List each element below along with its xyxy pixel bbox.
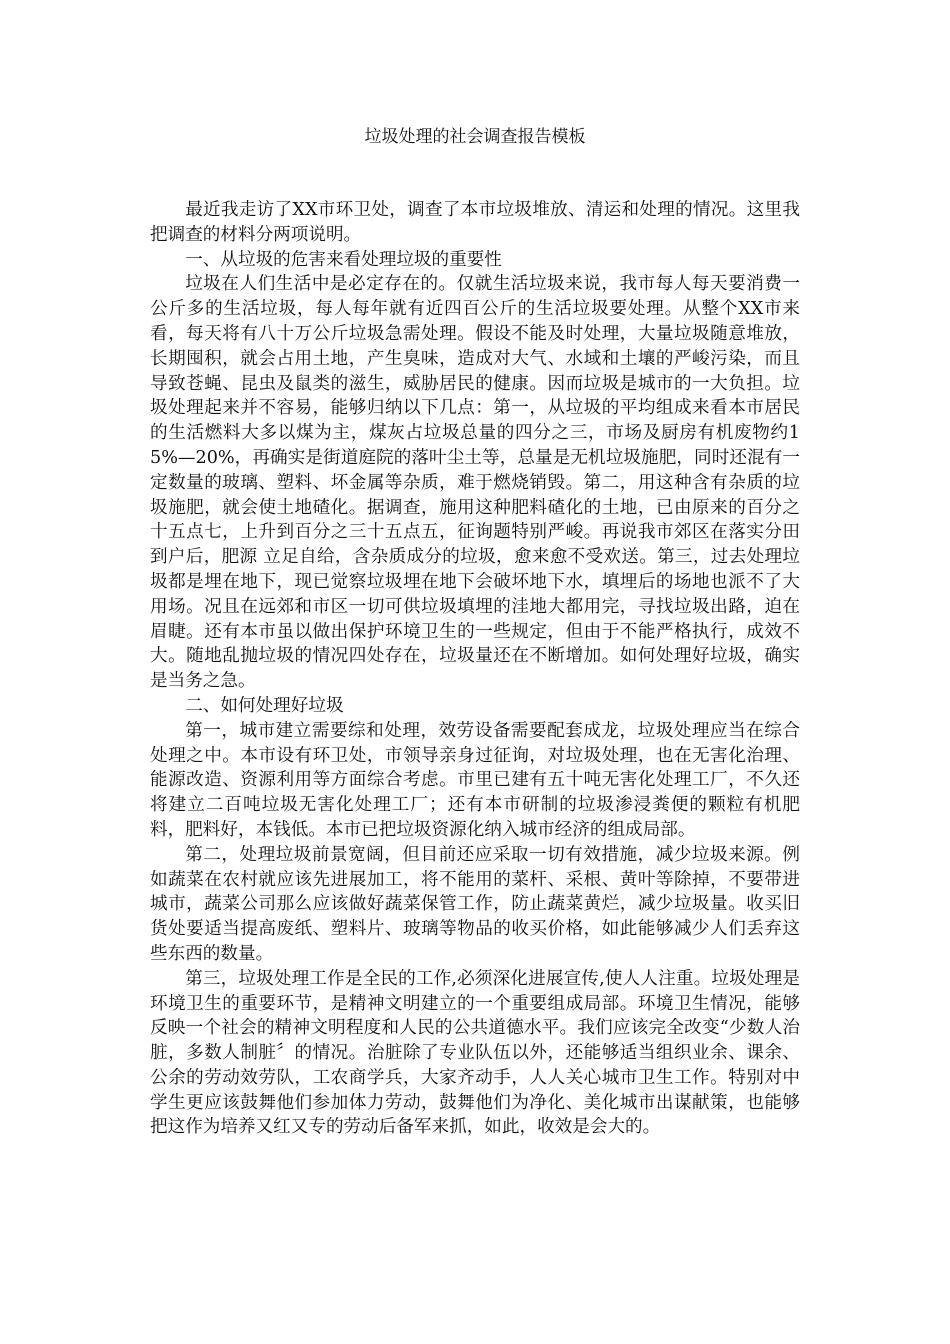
section-2-paragraph-2: 第二，处理垃圾前景宽阔，但目前还应采取一切有效措施，减少垃圾来源。例如蔬菜在农村就应该先进展加工，将不能用的菜杆、采根、黄叶等除掉，不要带进城市，蔬菜公司那么应该做好蔬菜保管工作，防止蔬菜黄烂，减少垃圾量。收买旧货处要适当提高废纸、塑料片、玻璃等物品的收买价格，如此能够减少人们丢弃这些东西的数量。 xyxy=(150,844,800,964)
section-2-paragraph-1: 第一，城市建立需要综和处理，效劳设备需要配套成龙，垃圾处理应当在综合处理之中。本市设有环卫处，市领导亲身过征询，对垃圾处理，也在无害化治理、能源改造、资源利用等方面综合考虑。市里已建有五十吨无害化处理工厂，不久还将建立二百吨垃圾无害化处理工厂；还有本市研制的垃圾渗浸粪便的颗粒有机肥料，肥料好，本钱低。本市已把垃圾资源化纳入城市经济的组成局部。 xyxy=(150,720,800,840)
document-title: 垃圾处理的社会调查报告模板 xyxy=(364,127,586,147)
section-2-paragraph-3: 第三，垃圾处理工作是全民的工作,必须深化进展宣传,使人人注重。垃圾处理是环境卫生的重要环节，是精神文明建立的一个重要组成局部。环境卫生情况，能够反映一个社会的精神文明程度和人民的公共道德水平。我们应该完全改变“少数人治脏，多数人制脏〞的情况。治脏除了专业队伍以外，还能够适当组织业余、课余、公余的劳动效劳队，工农商学兵，大家齐动手，人人关心城市卫生工作。特别对中学生更应该鼓舞他们参加体力劳动，鼓舞他们为净化、美化城市出谋献策，也能够把这作为培养又红又专的劳动后备军来抓，如此，收效是会大的。 xyxy=(150,968,800,1138)
section-heading-2: 二、如何处理好垃圾 xyxy=(185,695,344,716)
document-body xyxy=(150,198,800,1140)
section-heading-1: 一、从垃圾的危害来看处理垃圾的重要性 xyxy=(185,249,502,270)
intro-paragraph: 最近我走访了XX市环卫处，调查了本市垃圾堆放、清运和处理的情况。这里我把调查的材料分两项说明。 xyxy=(150,200,800,245)
section-1-paragraph: 垃圾在人们生活中是必定存在的。仅就生活垃圾来说，我市每人每天要消费一公斤多的生活垃圾，每人每年就有近四百公斤的生活垃圾要处理。从整个XX市来看，每天将有八十万公斤垃圾急需处理。假设不能及时处理，大量垃圾随意堆放，长期囤积，就会占用土地，产生臭味，造成对大气、水域和土壤的严峻污染，而且导致苍蝇、昆虫及鼠类的滋生，威胁居民的健康。因而垃圾是城市的一大负担。垃圾处理起来并不容易，能够归纳以下几点：第一，从垃圾的平均组成来看本市居民的生活燃料大多以煤为主，煤灰占垃圾总量的四分之三，市场及厨房有机废物约15%—20%，再确实是街道庭院的落叶尘土等，总量是无机垃圾施肥，同时还混有一定数量的玻璃、塑料、坏金属等杂质，难于燃烧销毁。第二，用这种含有杂质的垃圾施肥，就会使土地碴化。据调查，施用这种肥料碴化的土地，已由原来的百分之十五点七，上升到百分之三十五点五，征询题特别严峻。再说我市郊区在落实分田到户后，肥源 立足自给，含杂质成分的垃圾，愈来愈不受欢送。第三，过去处理垃圾都是埋在地下，现已觉察垃圾埋在地下会破坏地下水，填埋后的场地也派不了大用场。况且在远郊和市区一切可供垃圾填埋的洼地大都用完，寻找垃圾出路，迫在眉睫。还有本市虽以做出保护环境卫生的一些规定，但由于不能严格执行，成效不大。随地乱抛垃圾的情况四处存在，垃圾量还在不断增加。如何处理好垃圾，确实是当务之急。 xyxy=(150,274,800,692)
